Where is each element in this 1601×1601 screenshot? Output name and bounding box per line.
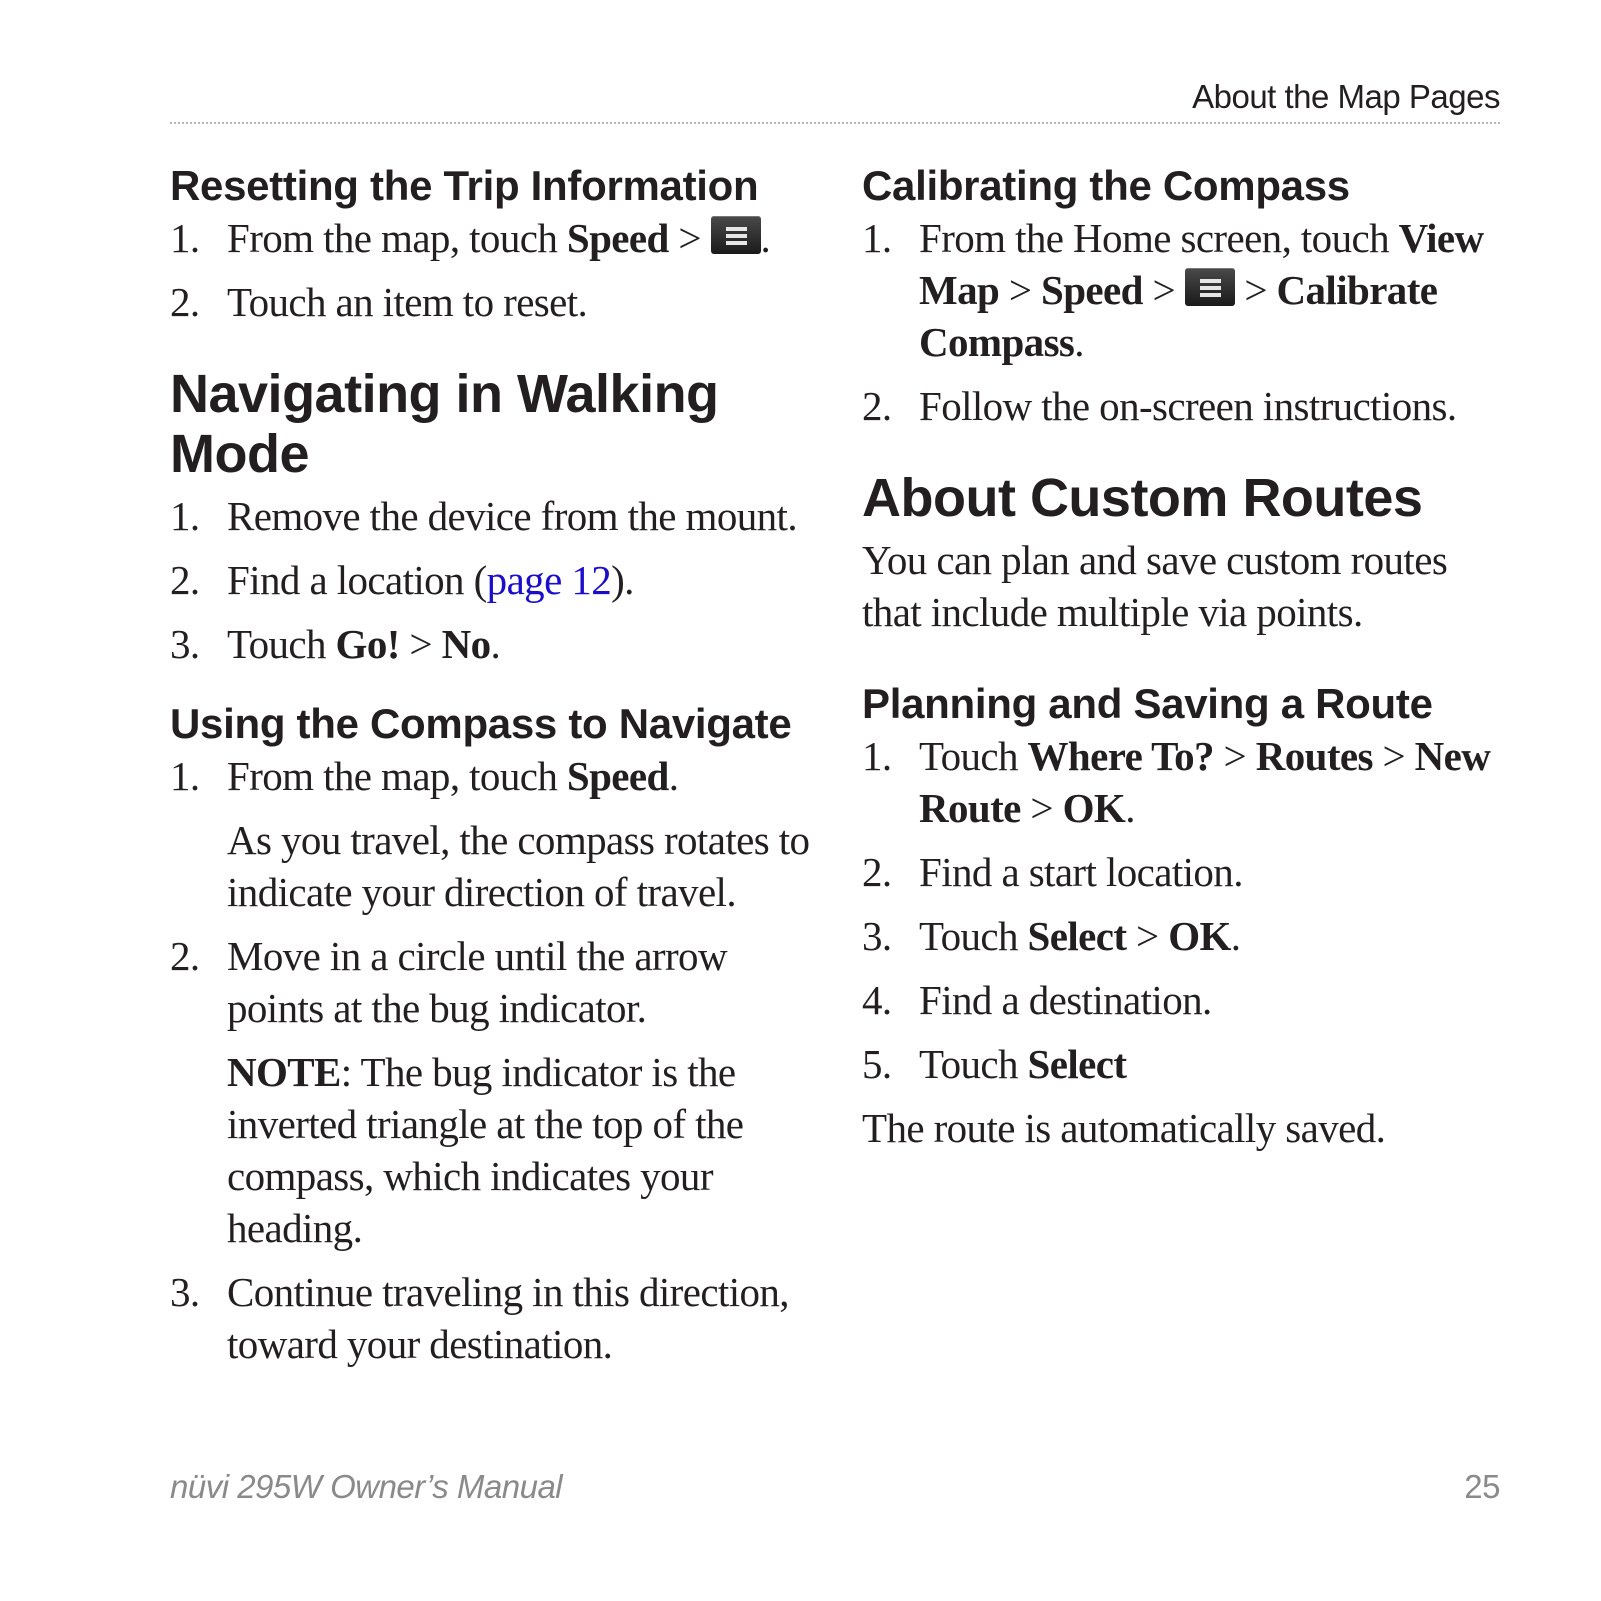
right-column <box>862 160 1512 1154</box>
heading-resetting-trip: Resetting the Trip Information <box>170 162 759 209</box>
route-saved-note: The route is automatically saved. <box>862 1105 1386 1151</box>
list-item <box>862 380 1512 432</box>
menu-icon <box>711 216 761 254</box>
step-text: Touch Select > OK. <box>919 913 1241 959</box>
section-resetting-trip <box>170 160 820 328</box>
step-number: 2. <box>170 557 200 603</box>
step-text: Touch Select <box>919 1041 1127 1087</box>
list-item <box>862 730 1512 834</box>
step-text: Remove the device from the mount. <box>227 493 797 539</box>
step-text: Find a destination. <box>919 977 1212 1023</box>
step-number: 2. <box>862 383 892 429</box>
step-number: 1. <box>862 733 892 779</box>
heading-compass-navigate: Using the Compass to Navigate <box>170 700 792 747</box>
step-explanation: As you travel, the compass rotates to indicate your direction of travel. <box>227 817 810 915</box>
step-number: 1. <box>170 215 200 261</box>
custom-routes-intro: You can plan and save custom routes that include multiple via points. <box>862 537 1448 635</box>
step-number: 1. <box>170 493 200 539</box>
steps-calibrating-compass <box>862 212 1512 432</box>
running-header: About the Map Pages <box>170 78 1500 124</box>
step-text: Touch Where To? > Routes > New Route > OK. <box>919 733 1491 831</box>
section-calibrating-compass <box>862 160 1512 432</box>
manual-title: nüvi 295W Owner’s Manual <box>170 1468 563 1505</box>
steps-planning-route <box>862 730 1512 1090</box>
heading-calibrating-compass: Calibrating the Compass <box>862 162 1350 209</box>
section-walking-mode <box>170 364 820 670</box>
page-number: 25 <box>1464 1468 1500 1505</box>
step-number: 2. <box>170 933 200 979</box>
list-item <box>862 910 1512 962</box>
steps-walking-mode <box>170 490 820 670</box>
list-item <box>170 554 820 606</box>
speed-term: Speed <box>566 215 669 261</box>
step-number: 3. <box>170 621 200 667</box>
step-number: 2. <box>862 849 892 895</box>
page-footer <box>170 1468 1500 1506</box>
step-number: 1. <box>862 215 892 261</box>
step-number: 2. <box>170 279 200 325</box>
step-number: 4. <box>862 977 892 1023</box>
list-item <box>170 276 820 328</box>
menu-icon <box>1185 268 1235 306</box>
step-text: Continue traveling in this direction, toward your destination. <box>227 1269 789 1367</box>
heading-planning-route: Planning and Saving a Route <box>862 680 1433 727</box>
list-item <box>862 1038 1512 1090</box>
list-item <box>170 930 820 1254</box>
list-item <box>862 212 1512 368</box>
left-column <box>170 160 820 1382</box>
list-item <box>862 846 1512 898</box>
step-text: Follow the on-screen instructions. <box>919 383 1457 429</box>
steps-compass-navigate <box>170 750 820 1370</box>
step-text: Touch Go! > No. <box>227 621 501 667</box>
steps-resetting-trip <box>170 212 820 328</box>
list-item <box>862 974 1512 1026</box>
note: NOTE: The bug indicator is the inverted triangle at the top of the compass, which indicates your heading. <box>227 1049 744 1251</box>
step-number: 3. <box>862 913 892 959</box>
step-text: Find a location (page 12). <box>227 557 634 603</box>
list-item <box>170 1266 820 1370</box>
step-text: From the map, touch Speed > . <box>227 215 771 261</box>
step-number: 1. <box>170 753 200 799</box>
list-item <box>170 490 820 542</box>
heading-walking-mode: Navigating in Walking Mode <box>170 364 719 484</box>
list-item <box>170 212 820 264</box>
heading-custom-routes: About Custom Routes <box>862 468 1423 528</box>
section-compass-navigate <box>170 698 820 1370</box>
step-text: Touch an item to reset. <box>227 279 588 325</box>
page-12-link[interactable]: page 12 <box>486 557 612 603</box>
section-custom-routes <box>862 468 1512 638</box>
step-text: From the Home screen, touch View Map > Speed > > Calibrate Compass. <box>919 215 1484 365</box>
step-text: Move in a circle until the arrow points at the bug indicator. NOTE: The bug indicator is the inverted triangle at the top of the compass, which indicates your heading. <box>227 930 820 1254</box>
step-number: 5. <box>862 1041 892 1087</box>
step-text: From the map, touch Speed. As you travel, the compass rotates to indicate your direction of travel. <box>227 750 820 918</box>
list-item <box>170 618 820 670</box>
section-planning-route <box>862 678 1512 1154</box>
step-number: 3. <box>170 1269 200 1315</box>
step-text: Find a start location. <box>919 849 1243 895</box>
list-item <box>170 750 820 918</box>
note-label: NOTE <box>227 1049 341 1095</box>
